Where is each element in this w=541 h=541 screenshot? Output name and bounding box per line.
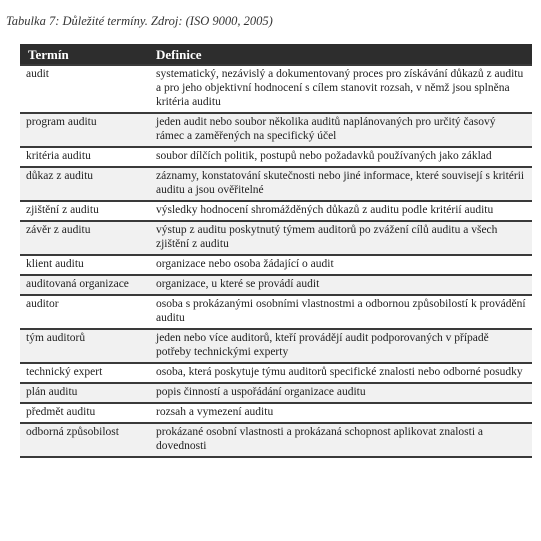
definition-cell: jeden audit nebo soubor několika auditů naplánovaných pro určitý časový rámec a zaměřených na specifický účel (148, 113, 532, 147)
term-cell: technický expert (20, 363, 148, 383)
table-row (20, 329, 532, 363)
table-row (20, 363, 532, 383)
header-row (20, 44, 532, 65)
term-cell: závěr z auditu (20, 221, 148, 255)
definition-cell: organizace nebo osoba žádající o audit (148, 255, 532, 275)
header-definition: Definice (148, 44, 532, 65)
table-row (20, 403, 532, 423)
table-caption: Tabulka 7: Důležité termíny. Zdroj: (ISO 9000, 2005) (6, 14, 273, 28)
table-row (20, 275, 532, 295)
definition-cell: záznamy, konstatování skutečnosti nebo jiné informace, které souvisejí s kritérii auditu a jsou ověřitelné (148, 167, 532, 201)
term-cell: zjištění z auditu (20, 201, 148, 221)
table-row (20, 221, 532, 255)
term-cell: odborná způsobilost (20, 423, 148, 457)
header-term: Termín (20, 44, 148, 65)
terms-table (20, 44, 532, 458)
definition-cell: organizace, u které se provádí audit (148, 275, 532, 295)
definition-cell: osoba s prokázanými osobními vlastnostmi a odbornou způsobilostí k provádění auditu (148, 295, 532, 329)
definition-cell: popis činností a uspořádání organizace auditu (148, 383, 532, 403)
definition-cell: výstup z auditu poskytnutý týmem auditorů po zvážení cílů auditu a všech zjištění z auditu (148, 221, 532, 255)
table-body (20, 65, 532, 457)
table-row (20, 383, 532, 403)
table-row (20, 295, 532, 329)
term-cell: plán auditu (20, 383, 148, 403)
term-cell: kritéria auditu (20, 147, 148, 167)
table-row (20, 113, 532, 147)
term-cell: auditor (20, 295, 148, 329)
definition-cell: osoba, která poskytuje týmu auditorů specifické znalosti nebo odborné posudky (148, 363, 532, 383)
term-cell: auditovaná organizace (20, 275, 148, 295)
term-cell: klient auditu (20, 255, 148, 275)
definition-cell: jeden nebo více auditorů, kteří provádějí audit podporovaných v případě potřeby technickými experty (148, 329, 532, 363)
table-header (20, 44, 532, 65)
definition-cell: rozsah a vymezení auditu (148, 403, 532, 423)
term-cell: audit (20, 65, 148, 113)
term-cell: předmět auditu (20, 403, 148, 423)
table-row (20, 255, 532, 275)
table-row (20, 201, 532, 221)
term-cell: důkaz z auditu (20, 167, 148, 201)
term-cell: tým auditorů (20, 329, 148, 363)
table-row (20, 147, 532, 167)
table-row (20, 167, 532, 201)
table-row (20, 65, 532, 113)
definition-cell: systematický, nezávislý a dokumentovaný proces pro získávání důkazů z auditu a pro jeho objektivní hodnocení s cílem stanovit rozsah, v němž jsou splněna kritéria auditu (148, 65, 532, 113)
term-cell: program auditu (20, 113, 148, 147)
table-row (20, 423, 532, 457)
definition-cell: prokázané osobní vlastnosti a prokázaná schopnost aplikovat znalosti a dovednosti (148, 423, 532, 457)
definition-cell: soubor dílčích politik, postupů nebo požadavků používaných jako základ (148, 147, 532, 167)
definition-cell: výsledky hodnocení shromážděných důkazů z auditu podle kritérií auditu (148, 201, 532, 221)
